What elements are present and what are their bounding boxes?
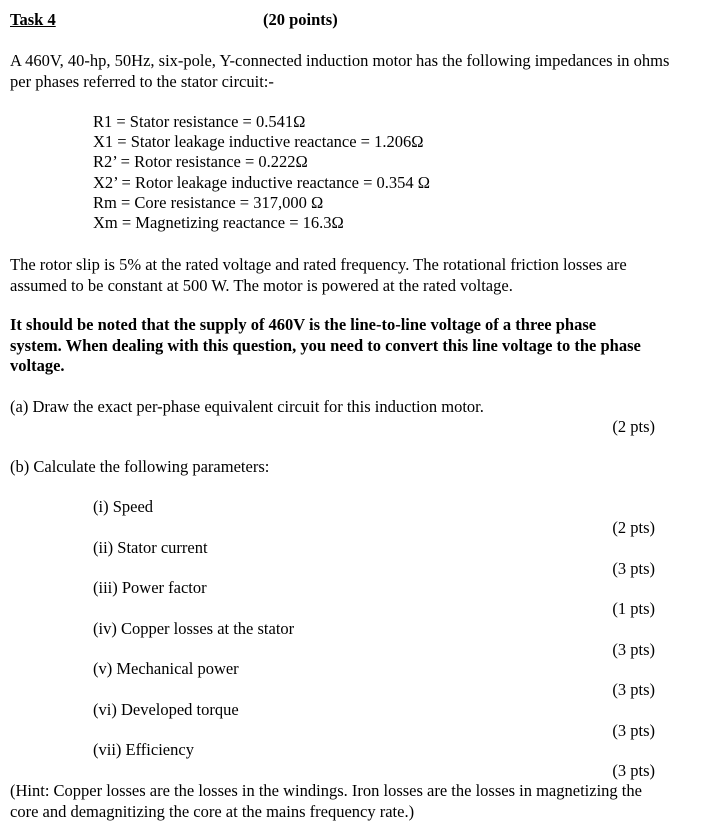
item-mechanical-power-points: (3 pts) [612, 680, 655, 699]
item-copper-losses: (iv) Copper losses at the stator [93, 619, 295, 638]
intro-paragraph: A 460V, 40-hp, 50Hz, six-pole, Y-connected induction motor has the following impedances in ohms per phases referred to the stator circuit:- [10, 51, 670, 91]
item-developed-torque: (vi) Developed torque [93, 700, 239, 719]
item-speed-points: (2 pts) [612, 518, 655, 537]
task-points: (20 points) [263, 10, 338, 29]
item-stator-current: (ii) Stator current [93, 538, 208, 557]
part-a-text: (a) Draw the exact per-phase equivalent circuit for this induction motor. [10, 397, 484, 416]
part-a-points: (2 pts) [612, 417, 655, 436]
item-developed-torque-points: (3 pts) [612, 721, 655, 740]
item-copper-losses-points: (3 pts) [612, 640, 655, 659]
part-b-text: (b) Calculate the following parameters: [10, 457, 270, 476]
item-stator-current-points: (3 pts) [612, 559, 655, 578]
item-efficiency: (vii) Efficiency [93, 740, 194, 759]
param-r1: R1 = Stator resistance = 0.541Ω [93, 112, 306, 131]
param-x1: X1 = Stator leakage inductive reactance = 1.206Ω [93, 132, 424, 151]
item-power-factor: (iii) Power factor [93, 578, 207, 597]
item-speed: (i) Speed [93, 497, 154, 516]
param-rm: Rm = Core resistance = 317,000 Ω [93, 193, 324, 212]
item-mechanical-power: (v) Mechanical power [93, 659, 239, 678]
slip-paragraph: The rotor slip is 5% at the rated voltage and rated frequency. The rotational friction losses are assumed to be constant at 500 W. The motor is powered at the rated voltage. [10, 255, 627, 295]
param-x2: X2’ = Rotor leakage inductive reactance = 0.354 Ω [93, 173, 431, 192]
task-title: Task 4 [10, 10, 56, 29]
hint-paragraph: (Hint: Copper losses are the losses in the windings. Iron losses are the losses in magnetizing the core and demagnitizing the core at the mains frequency rate.) [10, 781, 642, 821]
item-power-factor-points: (1 pts) [612, 599, 655, 618]
note-paragraph: It should be noted that the supply of 460V is the line-to-line voltage of a three phase system. When dealing with this question, you need to convert this line voltage to the phase voltage. [10, 315, 641, 375]
param-r2: R2’ = Rotor resistance = 0.222Ω [93, 152, 308, 171]
item-efficiency-points: (3 pts) [612, 761, 655, 780]
param-xm: Xm = Magnetizing reactance = 16.3Ω [93, 213, 344, 232]
